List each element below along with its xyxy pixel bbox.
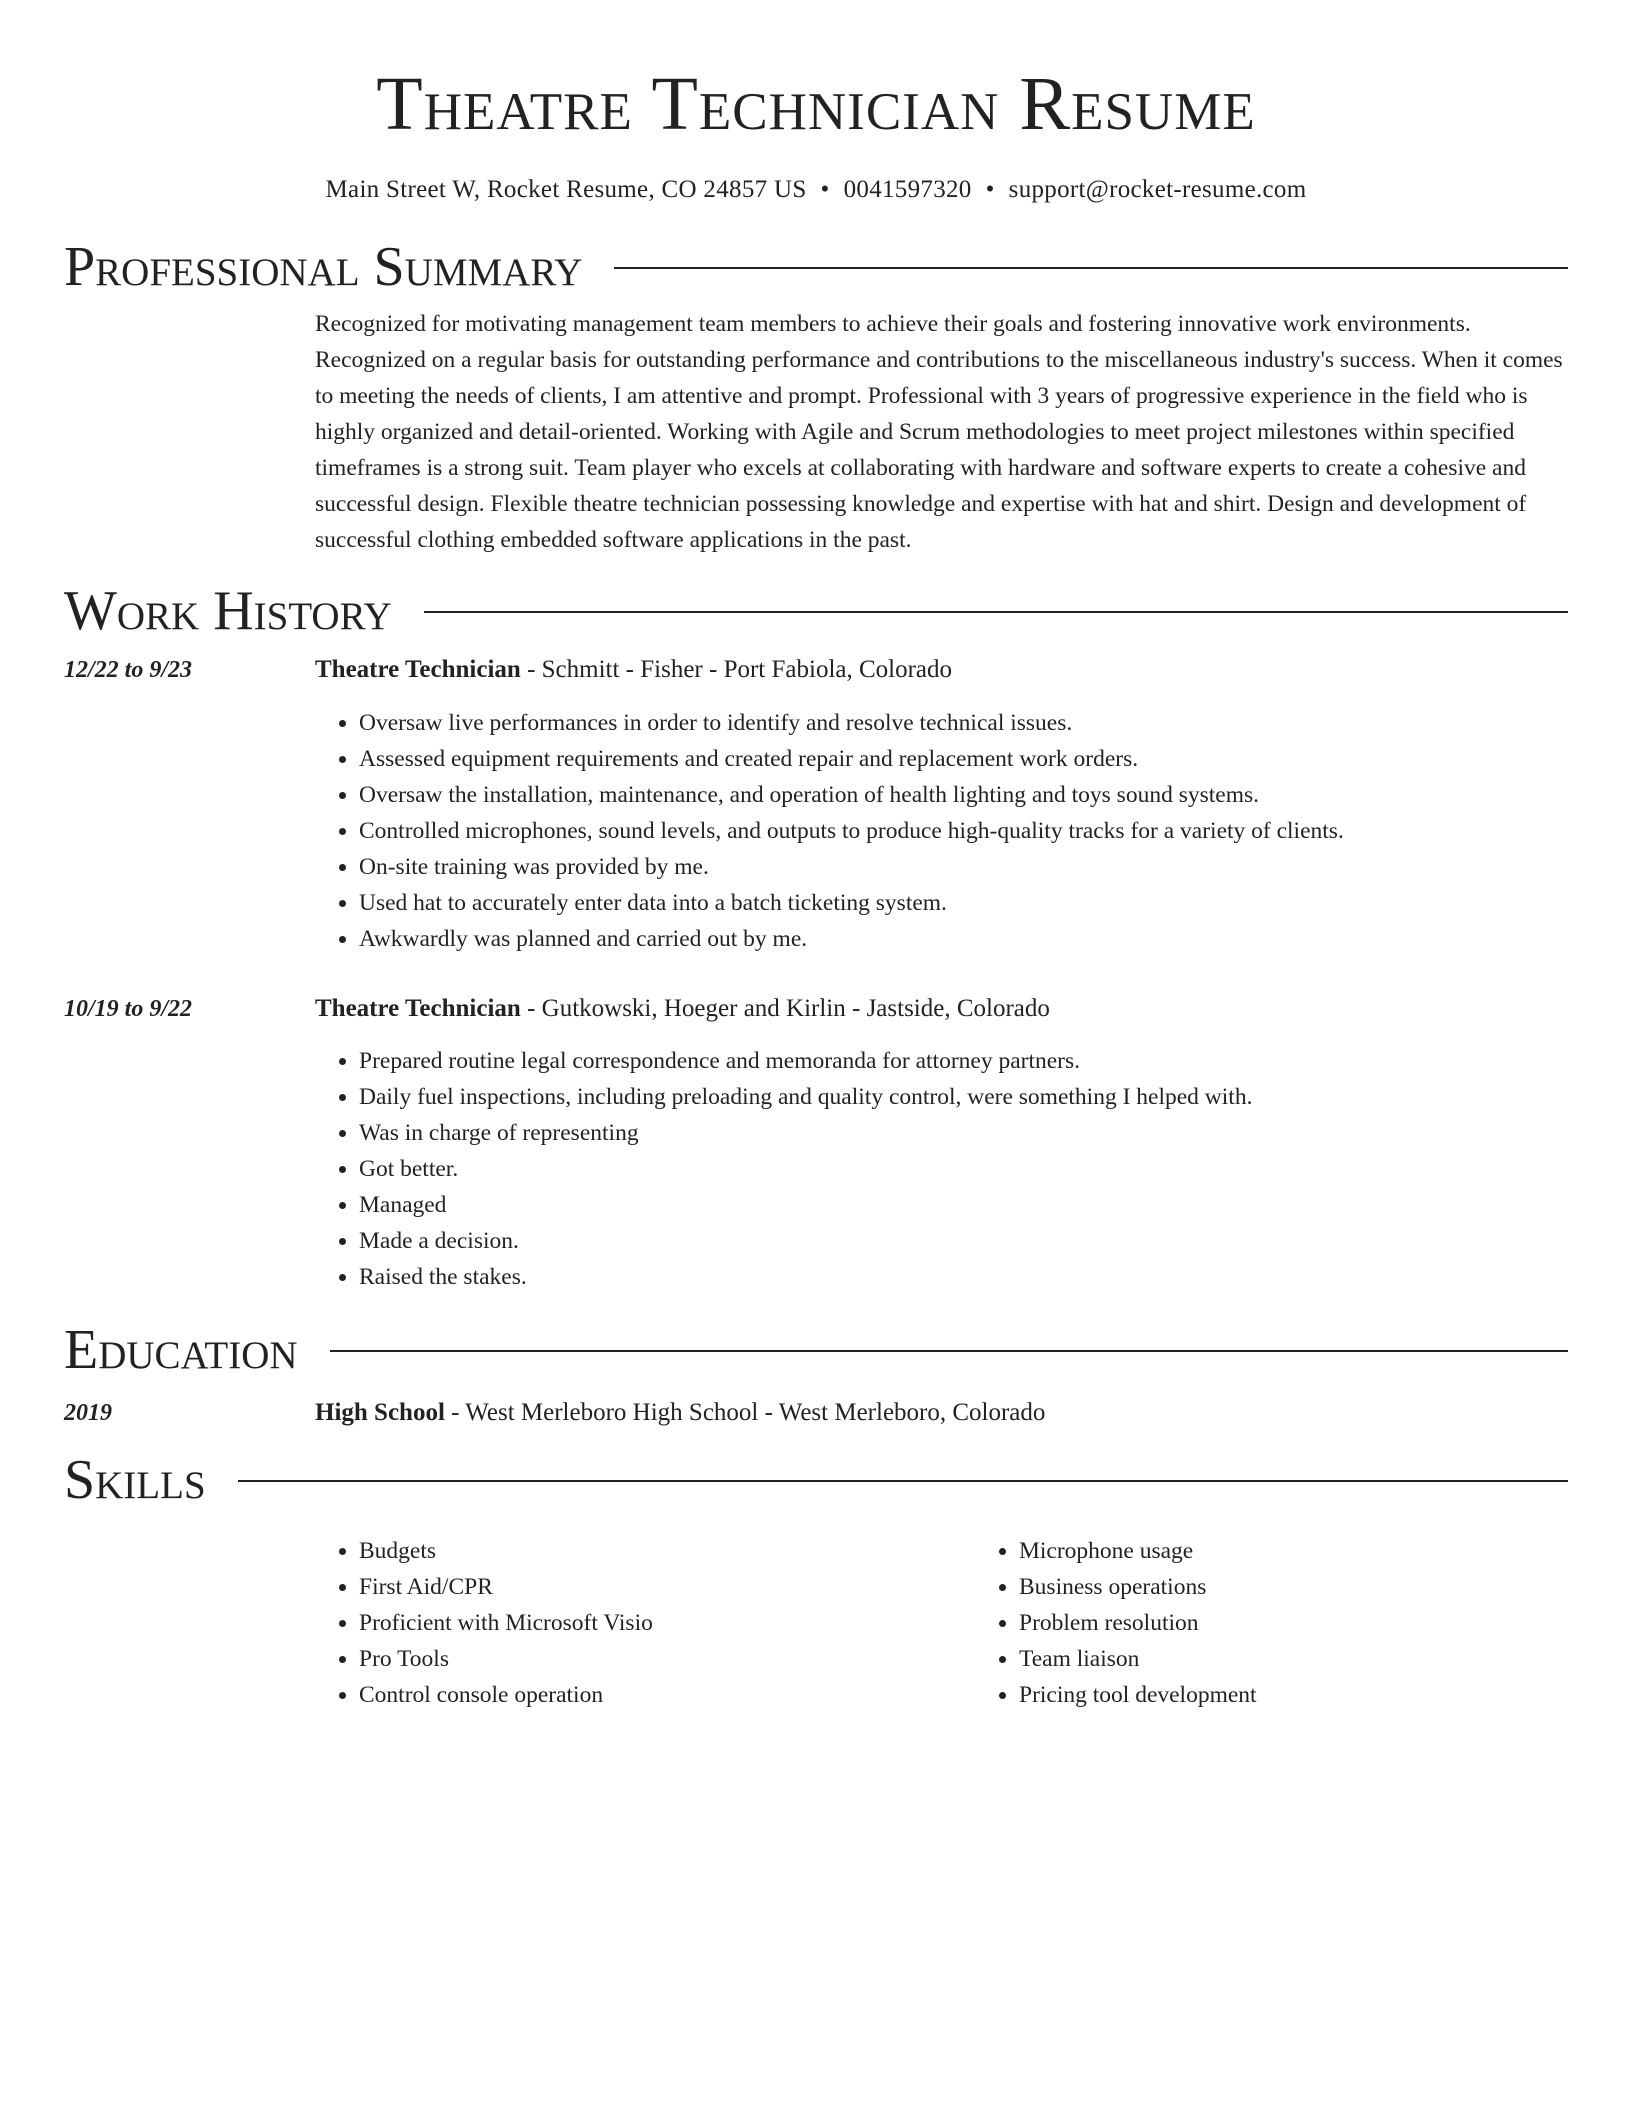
job-title-line xyxy=(315,652,1568,688)
skill-item: • Problem resolution xyxy=(1019,1605,1632,1641)
job-bullet: • Managed xyxy=(359,1187,1568,1223)
job-content xyxy=(315,652,1568,957)
skill-item: • Business operations xyxy=(1019,1569,1632,1605)
skill-item: • First Aid/CPR xyxy=(359,1569,975,1605)
contact-separator: • xyxy=(985,176,995,203)
education-year: 2019 xyxy=(64,1400,112,1426)
skills-row xyxy=(64,1533,1568,1713)
contact-phone: 0041597320 xyxy=(843,176,972,203)
job-content xyxy=(315,991,1568,1295)
job-title-line xyxy=(315,991,1568,1027)
job-bullet: • Was in charge of representing xyxy=(359,1115,1568,1151)
job-title: Theatre Technician xyxy=(315,656,521,683)
skill-item: • Budgets xyxy=(359,1533,975,1569)
job-bullets xyxy=(315,705,1568,957)
section-divider xyxy=(330,1350,1568,1352)
summary-section-header xyxy=(64,234,1568,300)
skill-item: • Team liaison xyxy=(1019,1641,1632,1677)
job-bullet: • Controlled microphones, sound levels, and outputs to produce high-quality tracks for a variety of clients. xyxy=(359,813,1568,849)
skills-section-header xyxy=(64,1447,1568,1513)
job-bullet: • Raised the stakes. xyxy=(359,1259,1568,1295)
job-bullet: • Got better. xyxy=(359,1151,1568,1187)
education-entry xyxy=(64,1395,1568,1431)
section-divider xyxy=(238,1480,1568,1482)
work-section-header xyxy=(64,578,1568,644)
job-entry xyxy=(64,991,1568,1295)
skills-list-left xyxy=(315,1533,975,1713)
job-bullets xyxy=(315,1043,1568,1295)
job-bullet: • On-site training was provided by me. xyxy=(359,849,1568,885)
job-bullet: • Used hat to accurately enter data into a batch ticketing system. xyxy=(359,885,1568,921)
contact-line xyxy=(64,174,1568,206)
summary-heading: Professional Summary xyxy=(64,236,583,298)
summary-row xyxy=(64,306,1568,558)
work-heading: Work History xyxy=(64,580,392,642)
education-content xyxy=(315,1395,1568,1431)
skill-item: • Microphone usage xyxy=(1019,1533,1632,1569)
job-bullet: • Assessed equipment requirements and created repair and replacement work orders. xyxy=(359,741,1568,777)
contact-email: support@rocket-resume.com xyxy=(1008,176,1307,203)
job-bullet: • Awkwardly was planned and carried out by me. xyxy=(359,921,1568,957)
job-bullet: • Prepared routine legal correspondence and memoranda for attorney partners. xyxy=(359,1043,1568,1079)
skill-item: • Pro Tools xyxy=(359,1641,975,1677)
skill-item: • Pricing tool development xyxy=(1019,1677,1632,1713)
job-title: Theatre Technician xyxy=(315,995,521,1022)
education-section-header xyxy=(64,1317,1568,1383)
section-divider xyxy=(424,611,1568,613)
contact-separator: • xyxy=(820,176,830,203)
job-bullet: • Made a decision. xyxy=(359,1223,1568,1259)
contact-address: Main Street W, Rocket Resume, CO 24857 US xyxy=(325,176,807,203)
skills-grid xyxy=(315,1533,1632,1713)
education-school-location: - West Merleboro High School - West Merleboro, Colorado xyxy=(444,1399,1046,1426)
job-bullet: • Daily fuel inspections, including preloading and quality control, were something I helped with. xyxy=(359,1079,1568,1115)
education-degree: High School xyxy=(315,1399,445,1426)
skills-spacer xyxy=(64,1533,315,1713)
summary-spacer xyxy=(64,306,315,558)
skills-heading: Skills xyxy=(64,1449,206,1511)
summary-content xyxy=(315,306,1568,558)
education-title-line xyxy=(315,1395,1568,1431)
skill-item: • Proficient with Microsoft Visio xyxy=(359,1605,975,1641)
skills-list-right xyxy=(975,1533,1632,1713)
skill-item: • Control console operation xyxy=(359,1677,975,1713)
job-bullet: • Oversaw the installation, maintenance, and operation of health lighting and toys sound systems. xyxy=(359,777,1568,813)
summary-text: Recognized for motivating management team members to achieve their goals and fostering innovative work environments. Recognized on a regular basis for outstanding performance and contributions to the miscellaneous industry's success. When it comes to meeting the needs of clients, I am attentive and prompt. Professional with 3 years of progressive experience in the field who is highly organized and detail-oriented. Working with Agile and Scrum methodologies to meet project milestones within specified timeframes is a strong suit. Team player who excels at collaborating with hardware and software experts to create a cohesive and successful design. Flexible theatre technician possessing knowledge and expertise with hat and shirt. Design and development of successful clothing embedded software applications in the past. xyxy=(315,311,1563,553)
job-dates: 10/19 to 9/22 xyxy=(64,996,193,1022)
job-employer-location: - Gutkowski, Hoeger and Kirlin - Jastside, Colorado xyxy=(520,995,1050,1022)
resume-title: Theatre Technician Resume xyxy=(376,62,1256,146)
education-heading: Education xyxy=(64,1319,298,1381)
job-bullet: • Oversaw live performances in order to identify and resolve technical issues. xyxy=(359,705,1568,741)
job-employer-location: - Schmitt - Fisher - Port Fabiola, Colorado xyxy=(520,656,953,683)
job-dates: 12/22 to 9/23 xyxy=(64,657,193,683)
job-entry xyxy=(64,652,1568,957)
section-divider xyxy=(614,267,1568,269)
